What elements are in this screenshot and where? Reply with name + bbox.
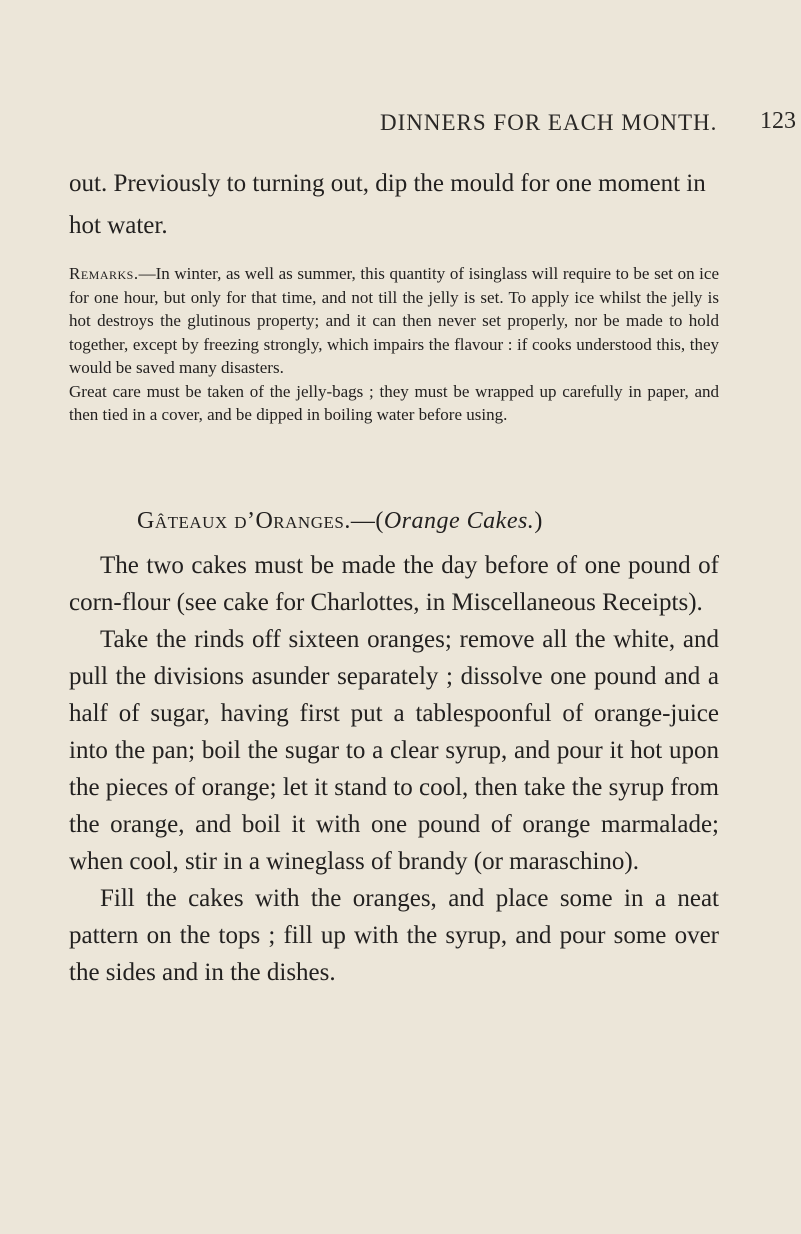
recipe-paragraph-2: Take the rinds off sixteen oranges; remove all the white, and pull the divisions asunder separately ; dissolve one pound and a half of sugar, having first put a tablespoonful of orange-juice into the pan; boil the sugar to a clear syrup, and pour it hot upon the pieces of orange; let it stand to cool, then take the syrup from the orange, and boil it with one pound of orange marmalade; when cool, stir in a wineglass of brandy (or maraschino).	[69, 626, 719, 875]
remarks-section	[69, 262, 719, 427]
recipe-heading	[137, 508, 543, 535]
recipe-paragraph-3: Fill the cakes with the oranges, and place some in a neat pattern on the tops ; fill up with the syrup, and pour some over the sides and in the dishes.	[69, 885, 719, 986]
page-number: 123	[760, 108, 796, 134]
recipe-title-close: )	[534, 508, 543, 534]
remarks-paragraph-2: Great care must be taken of the jelly-bags ; they must be wrapped up carefully in paper, and then tied in a cover, and be dipped in boiling water before using.	[69, 381, 719, 424]
continued-paragraph: out. Previously to turning out, dip the mould for one moment in hot water.	[69, 170, 706, 239]
recipe-title-dash: —(	[350, 508, 384, 534]
recipe-title: Gâteaux d’Oranges.	[137, 508, 351, 534]
remarks-label: Remarks.	[69, 264, 139, 283]
remarks-paragraph-1	[69, 262, 719, 380]
recipe-paragraph-1: The two cakes must be made the day before of one pound of corn-flour (see cake for Charlottes, in Miscellaneous Receipts).	[69, 552, 719, 616]
running-head: DINNERS FOR EACH MONTH.	[380, 110, 718, 135]
recipe-body	[69, 547, 719, 991]
remarks-text-1: —In winter, as well as summer, this quantity of isinglass will require to be set on ice for one hour, but only for that time, and not till the jelly is set. To apply ice whilst the jelly is hot destroys the glutinous property; and it can then never set properly, nor be made to hold together, except by freezing strongly, which impairs the flavour : if cooks understood this, they would be saved many disasters.	[69, 264, 719, 377]
recipe-subtitle: Orange Cakes.	[383, 508, 535, 534]
